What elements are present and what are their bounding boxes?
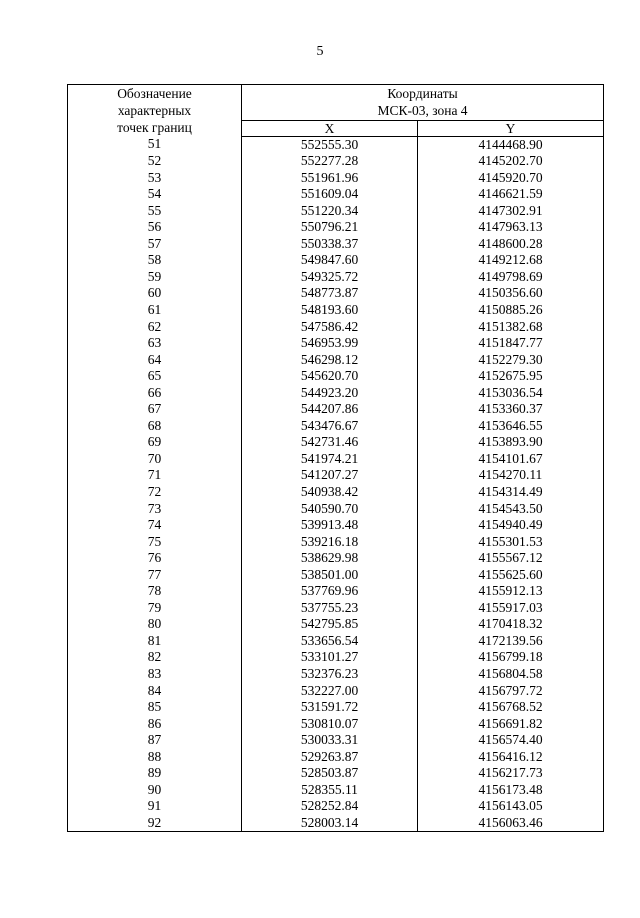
- point-number-cell: 65: [68, 368, 242, 385]
- y-coordinate-cell: 4156574.40: [418, 732, 604, 749]
- y-coordinate-cell: 4156797.72: [418, 683, 604, 700]
- x-coordinate-cell: 531591.72: [242, 699, 418, 716]
- y-coordinate-cell: 4150356.60: [418, 285, 604, 302]
- point-number-cell: 54: [68, 186, 242, 203]
- table-row: [68, 319, 604, 336]
- x-coordinate-cell: 529263.87: [242, 749, 418, 766]
- header-line: точек границ: [117, 120, 192, 135]
- header-line: характерных: [117, 103, 192, 118]
- point-number-cell: 53: [68, 170, 242, 187]
- point-number-cell: 89: [68, 765, 242, 782]
- table-row: [68, 534, 604, 551]
- point-number-cell: 88: [68, 749, 242, 766]
- point-designation-header: [68, 85, 242, 137]
- point-number-cell: 78: [68, 583, 242, 600]
- table-row: [68, 368, 604, 385]
- y-coordinate-cell: 4151382.68: [418, 319, 604, 336]
- point-number-cell: 72: [68, 484, 242, 501]
- x-coordinate-cell: 546298.12: [242, 352, 418, 369]
- header-line: Координаты: [387, 86, 458, 101]
- y-coordinate-cell: 4156217.73: [418, 765, 604, 782]
- y-coordinate-cell: 4154543.50: [418, 501, 604, 518]
- point-number-cell: 56: [68, 219, 242, 236]
- x-coordinate-cell: 543476.67: [242, 418, 418, 435]
- x-coordinate-cell: 533101.27: [242, 649, 418, 666]
- y-coordinate-cell: 4155917.03: [418, 600, 604, 617]
- table-row: [68, 732, 604, 749]
- x-coordinate-cell: 539216.18: [242, 534, 418, 551]
- table-row: [68, 352, 604, 369]
- y-coordinate-cell: 4152279.30: [418, 352, 604, 369]
- table-row: [68, 765, 604, 782]
- table-row: [68, 385, 604, 402]
- point-number-cell: 83: [68, 666, 242, 683]
- x-coordinate-cell: 538501.00: [242, 567, 418, 584]
- table-row: [68, 550, 604, 567]
- table-row: [68, 153, 604, 170]
- point-number-cell: 52: [68, 153, 242, 170]
- y-coordinate-cell: 4153893.90: [418, 434, 604, 451]
- point-number-cell: 60: [68, 285, 242, 302]
- y-coordinate-cell: 4156063.46: [418, 815, 604, 832]
- y-coordinate-cell: 4149212.68: [418, 252, 604, 269]
- table-row: [68, 236, 604, 253]
- table-row: [68, 699, 604, 716]
- y-coordinate-cell: 4153360.37: [418, 401, 604, 418]
- y-coordinate-cell: 4155301.53: [418, 534, 604, 551]
- x-coordinate-cell: 546953.99: [242, 335, 418, 352]
- point-number-cell: 87: [68, 732, 242, 749]
- point-number-cell: 75: [68, 534, 242, 551]
- point-number-cell: 55: [68, 203, 242, 220]
- point-number-cell: 84: [68, 683, 242, 700]
- table-row: [68, 136, 604, 153]
- table-row: [68, 335, 604, 352]
- table-row: [68, 269, 604, 286]
- x-coordinate-cell: 550796.21: [242, 219, 418, 236]
- y-coordinate-cell: 4156416.12: [418, 749, 604, 766]
- x-coordinate-cell: 538629.98: [242, 550, 418, 567]
- point-number-cell: 61: [68, 302, 242, 319]
- y-coordinate-cell: 4148600.28: [418, 236, 604, 253]
- x-coordinate-cell: 549325.72: [242, 269, 418, 286]
- point-number-cell: 63: [68, 335, 242, 352]
- point-number-cell: 82: [68, 649, 242, 666]
- x-coordinate-cell: 532227.00: [242, 683, 418, 700]
- x-coordinate-cell: 528003.14: [242, 815, 418, 832]
- x-coordinate-cell: 539913.48: [242, 517, 418, 534]
- y-coordinate-cell: 4156691.82: [418, 716, 604, 733]
- x-coordinate-cell: 544923.20: [242, 385, 418, 402]
- x-coordinate-cell: 540938.42: [242, 484, 418, 501]
- x-coordinate-cell: 549847.60: [242, 252, 418, 269]
- x-coordinate-cell: 551961.96: [242, 170, 418, 187]
- point-number-cell: 67: [68, 401, 242, 418]
- x-coordinate-cell: 528355.11: [242, 782, 418, 799]
- point-number-cell: 70: [68, 451, 242, 468]
- table-row: [68, 401, 604, 418]
- point-number-cell: 64: [68, 352, 242, 369]
- y-coordinate-cell: 4172139.56: [418, 633, 604, 650]
- y-coordinate-cell: 4151847.77: [418, 335, 604, 352]
- y-coordinate-cell: 4154314.49: [418, 484, 604, 501]
- y-coordinate-cell: 4150885.26: [418, 302, 604, 319]
- table-row: [68, 170, 604, 187]
- table-row: [68, 600, 604, 617]
- x-coordinate-cell: 528252.84: [242, 798, 418, 815]
- table-row: [68, 484, 604, 501]
- table-row: [68, 633, 604, 650]
- y-coordinate-cell: 4154270.11: [418, 467, 604, 484]
- y-coordinate-cell: 4155625.60: [418, 567, 604, 584]
- point-number-cell: 59: [68, 269, 242, 286]
- y-column-header: Y: [418, 120, 604, 136]
- x-coordinate-cell: 541974.21: [242, 451, 418, 468]
- point-number-cell: 68: [68, 418, 242, 435]
- y-coordinate-cell: 4156143.05: [418, 798, 604, 815]
- point-number-cell: 85: [68, 699, 242, 716]
- table-row: [68, 219, 604, 236]
- y-coordinate-cell: 4153646.55: [418, 418, 604, 435]
- table-row: [68, 567, 604, 584]
- x-coordinate-cell: 551609.04: [242, 186, 418, 203]
- point-number-cell: 51: [68, 136, 242, 153]
- x-coordinate-cell: 530033.31: [242, 732, 418, 749]
- x-coordinate-cell: 548773.87: [242, 285, 418, 302]
- table-row: [68, 666, 604, 683]
- x-coordinate-cell: 545620.70: [242, 368, 418, 385]
- y-coordinate-cell: 4155567.12: [418, 550, 604, 567]
- table-row: [68, 467, 604, 484]
- table-row: [68, 649, 604, 666]
- x-coordinate-cell: 551220.34: [242, 203, 418, 220]
- x-coordinate-cell: 537755.23: [242, 600, 418, 617]
- table-row: [68, 782, 604, 799]
- y-coordinate-cell: 4145920.70: [418, 170, 604, 187]
- y-coordinate-cell: 4147963.13: [418, 219, 604, 236]
- x-coordinate-cell: 552555.30: [242, 136, 418, 153]
- point-number-cell: 57: [68, 236, 242, 253]
- point-number-cell: 90: [68, 782, 242, 799]
- table-row: [68, 451, 604, 468]
- point-number-cell: 92: [68, 815, 242, 832]
- y-coordinate-cell: 4156804.58: [418, 666, 604, 683]
- coordinates-table: [67, 84, 604, 832]
- coordinates-header: [242, 85, 604, 121]
- x-coordinate-cell: 541207.27: [242, 467, 418, 484]
- header-line: МСК-03, зона 4: [377, 103, 468, 118]
- x-coordinate-cell: 537769.96: [242, 583, 418, 600]
- table-row: [68, 203, 604, 220]
- y-coordinate-cell: 4156173.48: [418, 782, 604, 799]
- table-row: [68, 186, 604, 203]
- x-column-header: X: [242, 120, 418, 136]
- x-coordinate-cell: 533656.54: [242, 633, 418, 650]
- x-coordinate-cell: 542795.85: [242, 616, 418, 633]
- x-coordinate-cell: 532376.23: [242, 666, 418, 683]
- y-coordinate-cell: 4155912.13: [418, 583, 604, 600]
- table-row: [68, 302, 604, 319]
- point-number-cell: 79: [68, 600, 242, 617]
- point-number-cell: 62: [68, 319, 242, 336]
- y-coordinate-cell: 4170418.32: [418, 616, 604, 633]
- table-row: [68, 418, 604, 435]
- y-coordinate-cell: 4145202.70: [418, 153, 604, 170]
- point-number-cell: 86: [68, 716, 242, 733]
- x-coordinate-cell: 548193.60: [242, 302, 418, 319]
- y-coordinate-cell: 4147302.91: [418, 203, 604, 220]
- table-body: [68, 136, 604, 832]
- point-number-cell: 73: [68, 501, 242, 518]
- x-coordinate-cell: 542731.46: [242, 434, 418, 451]
- page-number: 5: [316, 44, 324, 59]
- table-row: [68, 716, 604, 733]
- point-number-cell: 81: [68, 633, 242, 650]
- y-coordinate-cell: 4156768.52: [418, 699, 604, 716]
- x-coordinate-cell: 547586.42: [242, 319, 418, 336]
- point-number-cell: 71: [68, 467, 242, 484]
- table-row: [68, 517, 604, 534]
- x-coordinate-cell: 540590.70: [242, 501, 418, 518]
- table-row: [68, 434, 604, 451]
- table-row: [68, 501, 604, 518]
- table-row: [68, 583, 604, 600]
- point-number-cell: 66: [68, 385, 242, 402]
- table-row: [68, 798, 604, 815]
- y-coordinate-cell: 4153036.54: [418, 385, 604, 402]
- x-coordinate-cell: 530810.07: [242, 716, 418, 733]
- point-number-cell: 80: [68, 616, 242, 633]
- y-coordinate-cell: 4152675.95: [418, 368, 604, 385]
- table-row: [68, 749, 604, 766]
- y-coordinate-cell: 4144468.90: [418, 136, 604, 153]
- point-number-cell: 77: [68, 567, 242, 584]
- y-coordinate-cell: 4156799.18: [418, 649, 604, 666]
- table-row: [68, 683, 604, 700]
- x-coordinate-cell: 528503.87: [242, 765, 418, 782]
- y-coordinate-cell: 4154101.67: [418, 451, 604, 468]
- y-coordinate-cell: 4154940.49: [418, 517, 604, 534]
- x-coordinate-cell: 550338.37: [242, 236, 418, 253]
- point-number-cell: 58: [68, 252, 242, 269]
- table-row: [68, 815, 604, 832]
- header-line: Обозначение: [117, 86, 192, 101]
- table-row: [68, 252, 604, 269]
- point-number-cell: 74: [68, 517, 242, 534]
- point-number-cell: 91: [68, 798, 242, 815]
- point-number-cell: 76: [68, 550, 242, 567]
- point-number-cell: 69: [68, 434, 242, 451]
- x-coordinate-cell: 552277.28: [242, 153, 418, 170]
- table-row: [68, 616, 604, 633]
- table-row: [68, 285, 604, 302]
- y-coordinate-cell: 4149798.69: [418, 269, 604, 286]
- x-coordinate-cell: 544207.86: [242, 401, 418, 418]
- y-coordinate-cell: 4146621.59: [418, 186, 604, 203]
